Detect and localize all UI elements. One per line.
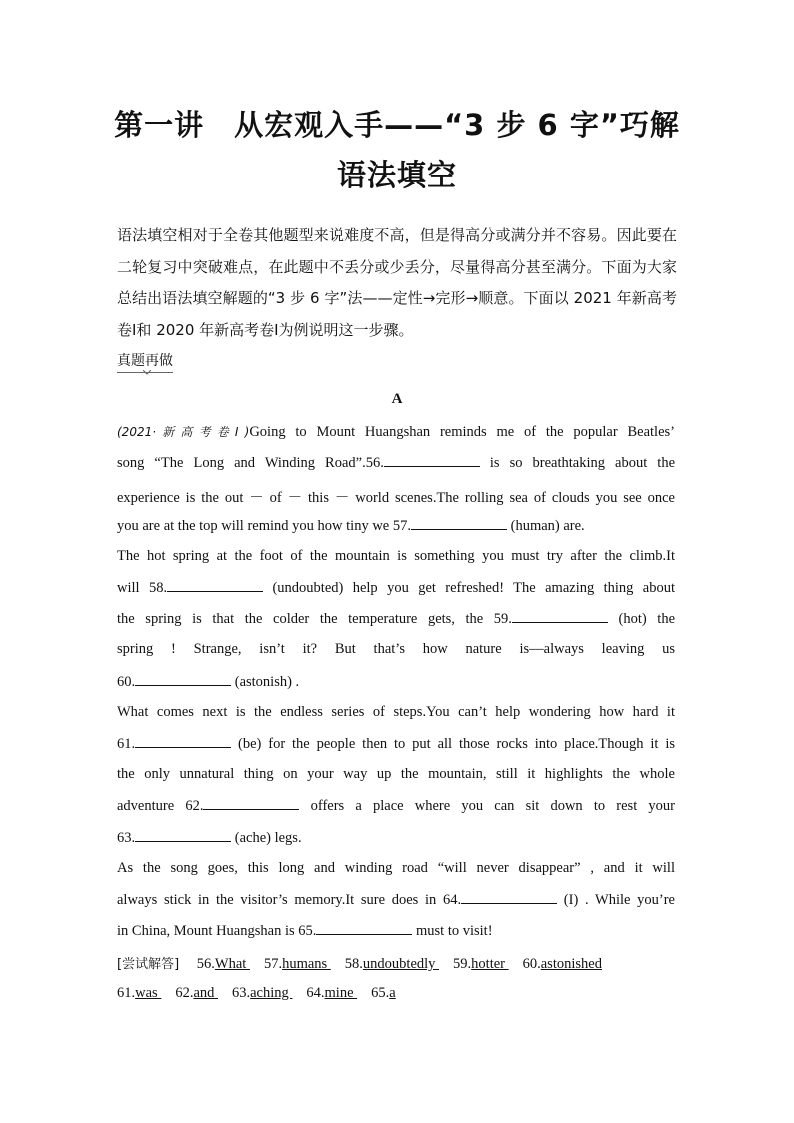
passage-text: (hot) the: [607, 611, 676, 627]
passage-text: will 58.: [117, 580, 168, 596]
passage-line: [117, 704, 675, 721]
answer-value: humans: [282, 956, 331, 972]
passage-text: As the song goes, this long and winding road “will never disappear” , and it will: [117, 860, 675, 876]
passage-line: [117, 454, 675, 472]
answer-blank[interactable]: [135, 673, 231, 686]
answers-row-1: [117, 953, 675, 973]
answer-blank[interactable]: [316, 922, 412, 935]
answer-number: 56.: [196, 956, 215, 972]
passage-line: [117, 673, 675, 691]
passage-text: in China, Mount Huangshan is 65.: [117, 923, 317, 939]
answer-number: 59.: [453, 956, 472, 972]
passage-text: (human) are.: [506, 518, 585, 534]
passage-line: [117, 922, 675, 940]
answer-number: 58.: [344, 956, 363, 972]
passage-text: (ache) legs.: [231, 830, 302, 846]
passage-text: What comes next is the endless series of steps.You can’t help wondering how hard it: [117, 704, 675, 720]
answer-number: 60.: [522, 956, 541, 972]
passage-line: [117, 829, 675, 847]
page-title-line1: 第一讲 从宏观入手——“3 步 6 字”巧解: [114, 108, 680, 142]
section-label: 真题再做: [117, 350, 173, 373]
answer-number: 62.: [175, 985, 194, 1001]
passage-line: [117, 860, 675, 877]
passage-text: (be) for the people then to put all those rocks into place.Though it is: [231, 736, 675, 752]
answer-blank[interactable]: [384, 454, 480, 467]
passage-line: [117, 735, 675, 753]
answer-number: 61.: [117, 985, 136, 1001]
passage-text: spring ! Strange, isn’t it? But that’s how nature is—always leaving us: [117, 641, 675, 657]
answer-blank[interactable]: [203, 797, 299, 810]
passage-line: [117, 548, 675, 565]
answer-number: 63.: [232, 985, 251, 1001]
passage-source: (2021·新高考卷Ⅰ): [117, 425, 250, 439]
answer-number: 64.: [306, 985, 325, 1001]
passage-line: [117, 579, 675, 597]
answer-blank[interactable]: [461, 891, 557, 904]
answer-blank[interactable]: [135, 829, 231, 842]
passage-text: you are at the top will remind you how tiny we 57.: [117, 518, 411, 534]
passage-line: [117, 641, 675, 658]
passage-line: [117, 797, 675, 815]
passage-text: offers a place where you can sit down to rest your: [299, 798, 675, 814]
answer-value: mine: [324, 985, 358, 1001]
passage-line: [117, 766, 675, 783]
answer-number: 57.: [263, 956, 283, 972]
answers-row-2: [117, 985, 675, 1002]
passage-text: song “The Long and Winding Road”.56.: [117, 455, 384, 471]
passage-text: the only unnatural thing on your way up the mountain, still it highlights the whole: [117, 766, 675, 782]
answer-value: and: [193, 985, 218, 1001]
answer-value: aching: [250, 985, 293, 1001]
passage-line: [117, 486, 675, 507]
answer-value: a: [389, 985, 396, 1001]
passage-text: must to visit!: [412, 923, 493, 939]
passage-text: experience is the out － of － this － world scenes.The rolling sea of clouds you see once: [117, 490, 675, 506]
passage-line: [117, 517, 675, 535]
passage-text: the spring is that the colder the temperature gets, the 59.: [117, 611, 512, 627]
passage-line: [117, 423, 675, 441]
answer-blank[interactable]: [411, 517, 507, 530]
answer-blank[interactable]: [135, 735, 231, 748]
section-label-notch: [143, 370, 151, 375]
answers-label: [尝试解答]: [117, 957, 180, 972]
answer-value: What: [214, 956, 250, 972]
answer-value: hotter: [471, 956, 509, 972]
passage-text: is so breathtaking about the: [479, 455, 676, 471]
answer-blank[interactable]: [512, 610, 608, 623]
answer-value: was: [135, 985, 162, 1001]
passage-text: always stick in the visitor’s memory.It sure does in 64.: [117, 892, 462, 908]
passage-text: 61.: [117, 736, 136, 752]
passage-text: Going to Mount Huangshan reminds me of the popular Beatles’: [249, 424, 675, 440]
passage-line: [117, 891, 675, 909]
passage-text: 60.: [117, 674, 136, 690]
answer-number: 65.: [371, 985, 390, 1001]
passage-text: (I) . While you’re: [557, 892, 675, 908]
passage-text: (undoubted) help you get refreshed! The amazing thing about: [263, 580, 676, 596]
passage-text: The hot spring at the foot of the mountain is something you must try after the climb.It: [117, 548, 675, 564]
passage-line: [117, 610, 675, 628]
passage-text: adventure 62.: [117, 798, 204, 814]
passage-heading: A: [391, 391, 403, 407]
intro-paragraph: 语法填空相对于全卷其他题型来说难度不高，但是得高分或满分并不容易。因此要在二轮复习中突破难点，在此题中不丢分或少丢分，尽量得高分甚至满分。下面为大家总结出语法填空解题的“3 步 6 字”法——定性→完形→顺意。下面以 2021 年新高考卷Ⅰ和 2020 年新高考卷Ⅰ为例说明这一步骤。: [117, 226, 677, 339]
answer-value: undoubtedly: [362, 956, 440, 972]
page-title-line2: 语法填空: [336, 158, 457, 192]
answer-value: astonished: [540, 956, 602, 972]
answer-blank[interactable]: [167, 579, 263, 592]
passage-text: 63.: [117, 830, 136, 846]
passage-text: (astonish) .: [231, 674, 300, 690]
